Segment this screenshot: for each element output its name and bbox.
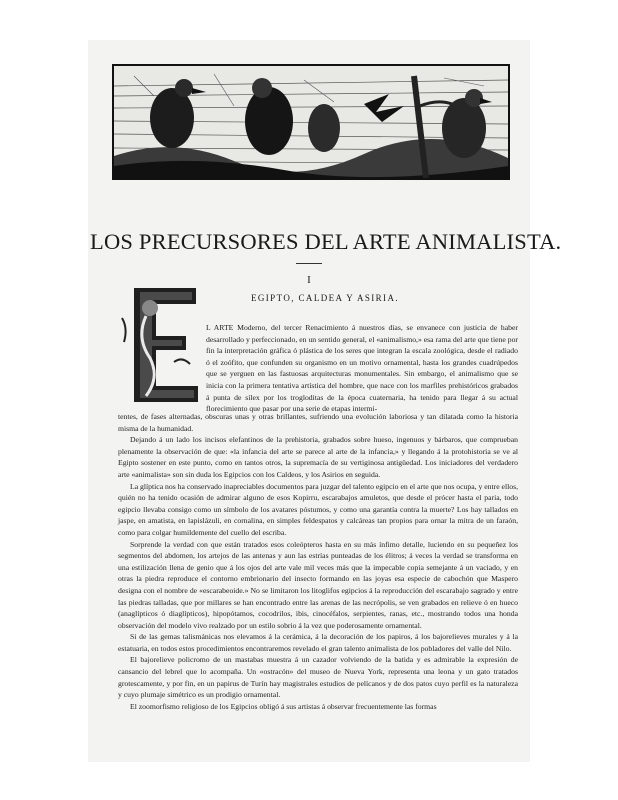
article-title: LOS PRECURSORES DEL ARTE ANIMALISTA. [90,229,562,254]
bird-engraving-header [112,64,510,180]
article-body [118,411,518,712]
paragraph-4: Sorprende la verdad con que están tratados esos coleópteros hasta en su más ínfimo detalle, luciendo en su pequeñez los segmentos del abdomen, los artejos de las antenas y aun las estrías punteadas de los élitros; á veces la verdad se transforma en una estilización llena de genio que á los ojos del arte vale mil veces más que la impecable copia semejante á un vaciado, y en otras la piedra reproduce el contorno embrionario del insecto formando en las joyas esa especie de cabochón que Maspero designa con el nombre de «escarabeoide.» No se limitaron los litoglifos egipcios á la reproducción del escarabajo sagrado y entre las piedras talladas, que por millares se han encontrado entre las arenas de las necrópolis, se ven grabados en relieve ó en hueco (anaglípticos ó diaglípticos), hipopótamos, cocodrilos, ibis, cinocéfalos, serpientes, ranas, etc., mostrando todos una honda observación del modelo vivo realzado por un estilo sobrio á la vez que poderosamente ornamental. [118,539,518,630]
paragraph-1-tail: tentes, de fases alternadas, obscuras unas y otras brillantes, sufriendo una evolución laboriosa y tan dilatada como la historia misma de la humanidad. [118,412,518,433]
paragraph-7: El zoomorfismo religioso de los Egipcios obligó á sus artistas á observar frecuentemente las formas [130,701,437,711]
paragraph-3: La glíptica nos ha conservado inapreciables documentos para juzgar del talento egipcio en el arte que nos ocupa, y entre ellos, quién no ha tenido ocasión de admirar alguno de esos Kopirru, escarabajos amuletos, que desde el prócer hasta el paria, todo egipcio llevaba consigo como un símbolo de los avatares póstumos, y como una garantía contra la muerte? Los hay tallados en jaspe, en amatista, en lapislázuli, en cornalina, en simples feldespatos y calcáreas tan propios para ornar la mitra de un faraón, como para colgar humildemente del cuello del escriba. [118,481,518,537]
paragraph-5: Si de las gemas talismánicas nos elevamos á la cerámica, á la decoración de los papiros, á los bajorelieves murales y á la estatuaria, en todos estos procedimientos encontraremos revelado el gran talento animalista de los pobladores del valle del Nilo. [118,632,518,653]
paragraph-2: Dejando á un lado los incisos elefantinos de la prehistoria, grabados sobre hueso, ingenuos y bárbaros, que comprueban plenamente la observación de que: «la infancia del arte se parece al arte de la infancia,» y llegando á la protohistoria se ve al Egipto sostener en este punto, como en tantos otros, la supremacía de su vertiginosa antigüedad. Los iniciadores del verdadero arte «animalista» son sin duda los Egipcios con los Caldeos, y los Asirios en seguida. [118,435,518,479]
title-divider [296,263,322,264]
paragraph-6: El bajorelieve policromo de un mastabas muestra á un cazador volviendo de la batida y es admirable la expresión de cansancio del lebrel que lo acompaña. Un «ostracón» del museo de Nueva York, representa una leona y un gato tratados grotescamente, y por fin, en un papirus de Turín hay magistrales estudios de pelícanos y de dos patos cuyo perfil es la naturaleza y cuyo plumaje simétrico es un prodigio ornamental. [118,655,518,700]
chapter-numeral: I [307,274,311,286]
illuminated-initial-e [116,278,202,408]
opening-paragraph [206,322,518,415]
paragraph-1: L ARTE Moderno, del tercer Renacimiento á nuestros días, se envanece con justicia de haber desarrollado y perfeccionado, en un sentido general, el «animalismo,» esa rama del arte que tiene por fin la interpretación gráfica ó plástica de los seres que integran la escala zoológica, desde el radiado ó el zoófito, que confunden su organismo en un motivo ornamental, hasta los grandes cuadrúpedos que se yerguen en las fastuosas arquitecturas monumentales. Sin embargo, el animalismo que se inicia con la primera tentativa artística del hombre, que nace con los marfiles prehistóricos grabados á punta de sílex por los trogloditas de la época cuaternaria, ha tenido para llegar á su actual florecimiento que pasar por una serie de etapas intermi- [206,323,518,414]
section-title: EGIPTO, CALDEA Y ASIRIA. [250,293,400,303]
